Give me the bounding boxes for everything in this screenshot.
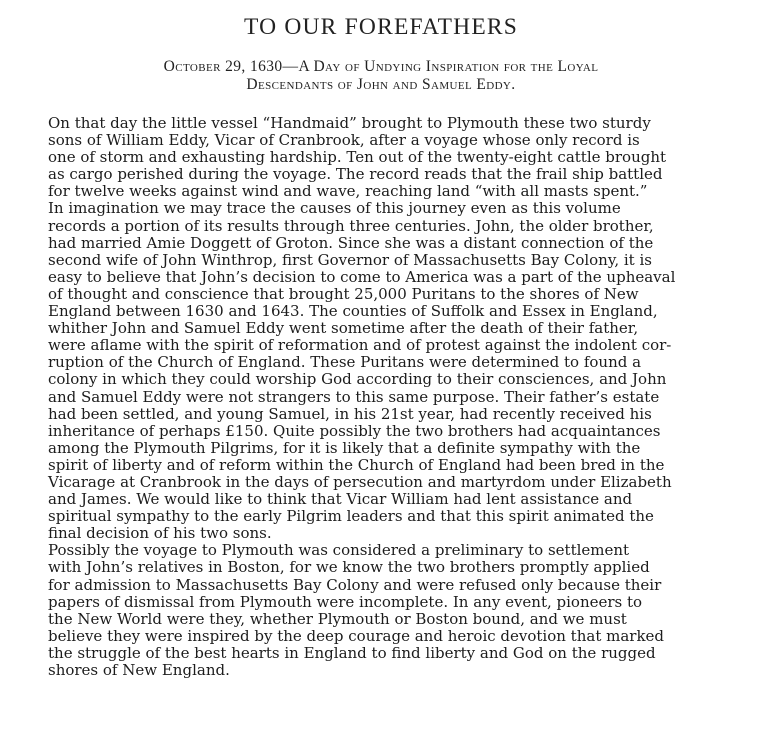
text-line: the struggle of the best hearts in England to find liberty and God on the rugged xyxy=(48,643,656,662)
text-line: inheritance of perhaps £150. Quite possibly the two brothers had acquaintances xyxy=(48,421,661,440)
text-line: colony in which they could worship God according to their consciences, and John xyxy=(48,370,667,389)
text-line: and James. We would like to think that Vicar William had lent assistance and xyxy=(48,490,633,509)
paragraph-first-line: In imagination we may trace the causes of this journey even as this volume xyxy=(48,199,621,218)
text-line: for admission to Massachusetts Bay Colony and were refused only because their xyxy=(48,575,662,594)
text-line: shores of New England. xyxy=(48,661,230,679)
text-line: whither John and Samuel Eddy went sometime after the death of their father, xyxy=(48,319,639,338)
text-line: of thought and conscience that brought 25,000 Puritans to the shores of New xyxy=(48,284,639,303)
text-line: the New World were they, whether Plymouth or Boston bound, and we must xyxy=(48,609,627,628)
text-line: believe they were inspired by the deep courage and heroic devotion that marked xyxy=(48,626,665,645)
text-line: spiritual sympathy to the early Pilgrim leaders and that this spirit animated the xyxy=(48,507,654,526)
text-line: papers of dismissal from Plymouth were incomplete. In any event, pioneers to xyxy=(48,592,643,611)
paragraph-first-line: Possibly the voyage to Plymouth was considered a preliminary to settlement xyxy=(48,541,630,560)
text-line: sons of William Eddy, Vicar of Cranbrook, after a voyage whose only record is xyxy=(48,131,640,150)
subtitle-line-2: Descendants of John and Samuel Eddy. xyxy=(246,76,516,93)
paragraph-first-line: On that day the little vessel “Handmaid” brought to Plymouth these two sturdy xyxy=(48,114,651,132)
text-line: were aflame with the spirit of reformation and of protest against the indolent cor- xyxy=(48,336,672,355)
text-line: Vicarage at Cranbrook in the days of persecution and martyrdom under Elizabeth xyxy=(48,472,672,491)
body-text xyxy=(48,115,726,679)
text-line: had been settled, and young Samuel, in his 21st year, had recently received his xyxy=(48,404,652,423)
text-line: and Samuel Eddy were not strangers to this same purpose. Their father’s estate xyxy=(48,387,660,406)
text-line: easy to believe that John’s decision to come to America was a part of the upheaval xyxy=(48,267,676,286)
text-line: for twelve weeks against wind and wave, reaching land “with all masts spent.” xyxy=(48,182,648,201)
text-line: final decision of his two sons. xyxy=(48,524,272,543)
text-line: ruption of the Church of England. These Puritans were determined to found a xyxy=(48,353,642,372)
text-line: among the Plymouth Pilgrims, for it is likely that a definite sympathy with the xyxy=(48,438,641,457)
text-line: second wife of John Winthrop, first Governor of Massachusetts Bay Colony, it is xyxy=(48,250,652,269)
text-line: spirit of liberty and of reform within the Church of England had been bred in the xyxy=(48,455,665,474)
text-line: had married Amie Doggett of Groton. Since she was a distant connection of the xyxy=(48,233,654,252)
text-line: England between 1630 and 1643. The counties of Suffolk and Essex in England, xyxy=(48,302,658,321)
text-line: with John’s relatives in Boston, for we know the two brothers promptly applied xyxy=(48,558,650,577)
page-title: TO OUR FOREFATHERS xyxy=(243,14,519,40)
subtitle-line-1: October 29, 1630—A Day of Undying Inspiration for the Loyal xyxy=(163,58,599,75)
page-subtitle xyxy=(40,58,722,94)
text-line: as cargo perished during the voyage. The record reads that the frail ship battled xyxy=(48,165,663,184)
text-line: one of storm and exhausting hardship. Ten out of the twenty-eight cattle brought xyxy=(48,148,667,167)
text-line: records a portion of its results through three centuries. John, the older brother, xyxy=(48,216,654,235)
